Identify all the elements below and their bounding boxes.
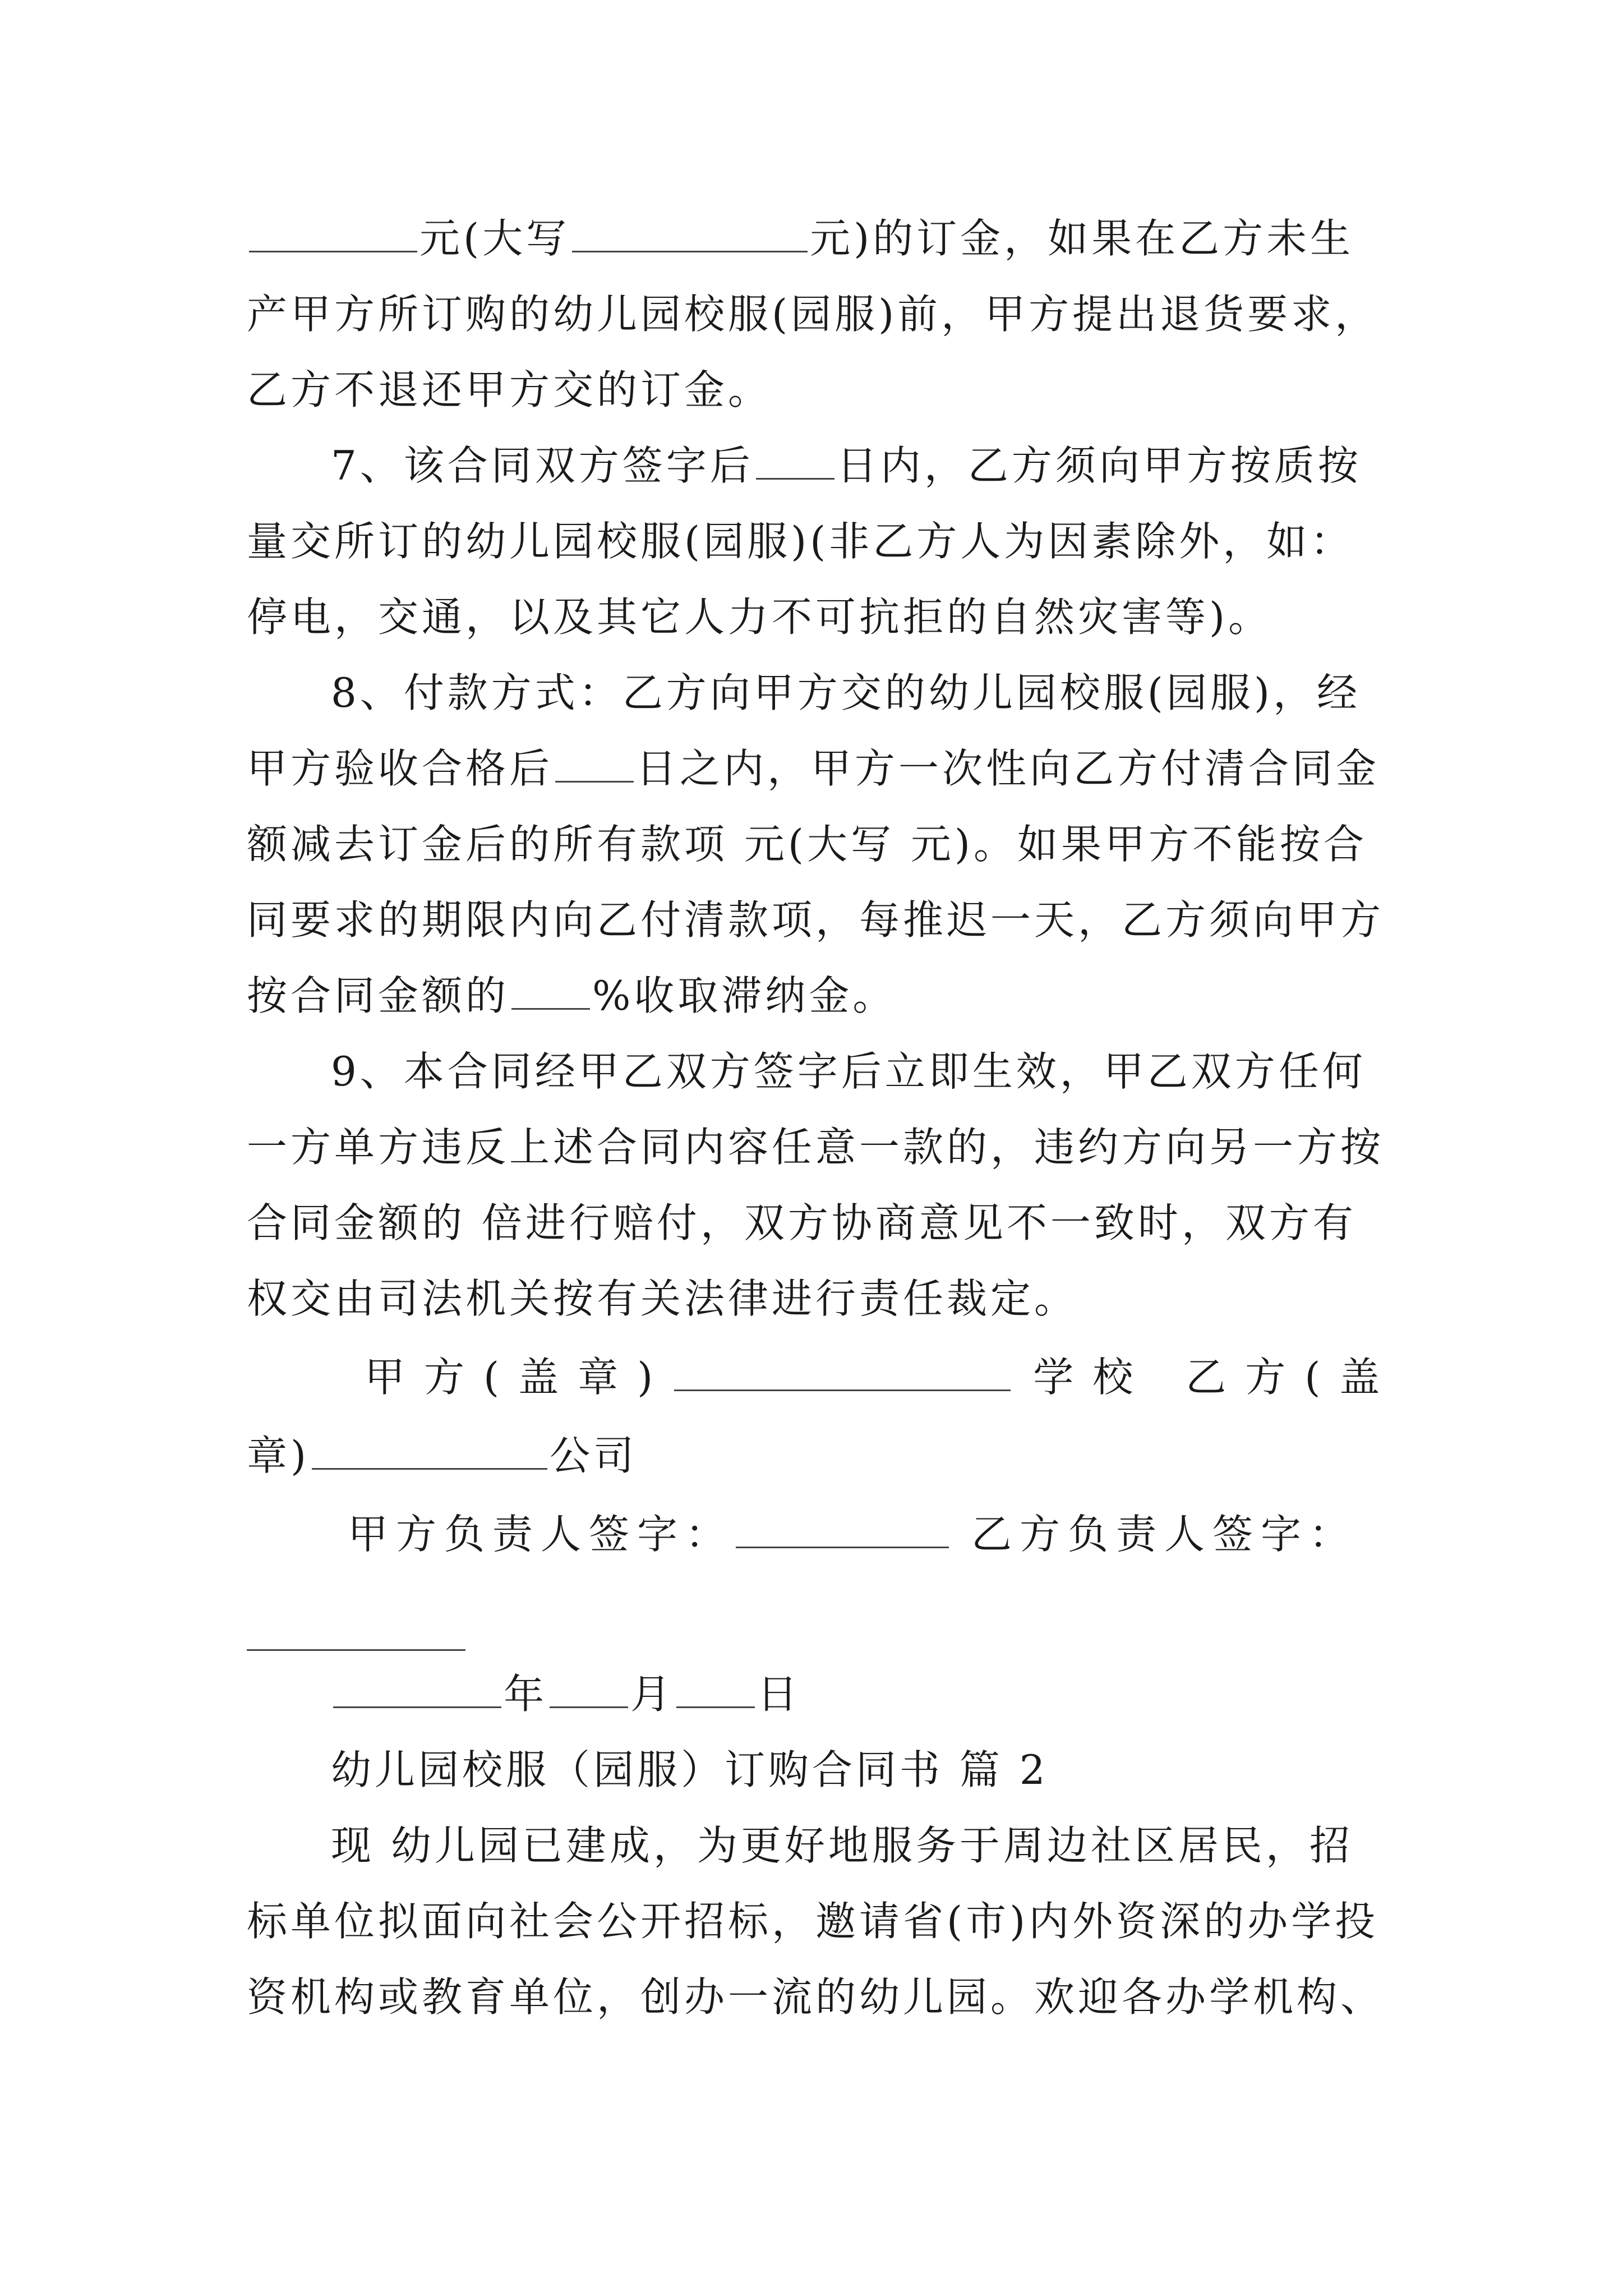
blank-month: [550, 1671, 628, 1708]
signature-persons: [348, 1506, 1391, 1562]
date-line: [331, 1666, 1391, 1722]
text-segment: 年: [504, 1671, 548, 1718]
text-line-15: 权交由司法机关按有关法律进行责任裁定。: [247, 1275, 1078, 1322]
text-line-8: [247, 740, 1391, 797]
text-segment: 学校: [1033, 1354, 1152, 1401]
text-segment: 甲方验收合格后: [247, 745, 554, 792]
text-line-7: 8、付款方式：乙方向甲方交的幼儿园校服(园服)，经: [331, 669, 1361, 716]
text-segment: 乙方(盖: [1186, 1354, 1399, 1401]
blank-party-a-signature: [736, 1511, 949, 1548]
text-segment: 按合同金额的: [247, 972, 510, 1019]
text-line-5: 量交所订的幼儿园校服(园服)(非乙方人为因素除外，如：: [247, 518, 1354, 565]
text-line-9: 额减去订金后的所有款项 元(大写 元)。如果甲方不能按合: [247, 821, 1367, 868]
text-line-11: [247, 968, 1391, 1024]
blank-percent: [511, 972, 590, 1010]
text-segment: 公司: [550, 1432, 638, 1479]
text-line-4: [331, 438, 1391, 494]
blank-school-name: [674, 1354, 1011, 1391]
text-segment: 元(大写: [419, 215, 570, 262]
text-segment: 日之内，甲方一次性向乙方付清合同金: [636, 745, 1380, 792]
text-line-22: 标单位拟面向社会公开招标，邀请省(市)内外资深的办学投: [247, 1898, 1379, 1945]
blank-days: [555, 745, 634, 783]
text-segment: 日内，乙方须向甲方按质按: [836, 442, 1362, 489]
text-line-6: 停电，交通，以及其它人力不可抗拒的自然灾害等)。: [247, 593, 1272, 641]
text-line-12: 9、本合同经甲乙双方签字后立即生效，甲乙双方任何: [331, 1048, 1366, 1095]
signature-party-a-seal: [365, 1349, 1399, 1405]
blank-year: [333, 1671, 501, 1708]
text-line-14: 合同金额的 倍进行赔付，双方协商意见不一致时，双方有: [247, 1199, 1357, 1246]
text-segment: 元)的订金，如果在乙方未生: [810, 215, 1354, 262]
text-segment: 7、该合同双方签字后: [331, 442, 754, 489]
text-segment: %收取滞纳金。: [592, 972, 897, 1019]
text-segment: 乙方负责人签字：: [971, 1511, 1358, 1558]
blank-party-b-signature: [247, 1649, 465, 1651]
blank-amount: [249, 215, 417, 252]
signature-party-b-seal: [247, 1428, 1391, 1484]
blank-amount-words: [572, 215, 808, 252]
text-line-13: 一方单方违反上述合同内容任意一款的，违约方向另一方按: [247, 1124, 1385, 1171]
text-segment: 章): [247, 1432, 310, 1479]
blank-days: [756, 442, 834, 480]
text-line-2: 产甲方所订购的幼儿园校服(园服)前，甲方提出退货要求，: [247, 291, 1379, 338]
text-segment: 甲方(盖章): [365, 1354, 672, 1401]
text-line-21: 现 幼儿园已建成，为更好地服务于周边社区居民，招: [331, 1822, 1353, 1869]
text-line-23: 资机构或教育单位，创办一流的幼儿园。欢迎各办学机构、: [247, 1973, 1385, 2021]
section-heading: 幼儿园校服（园服）订购合同书 篇 2: [331, 1746, 1049, 1793]
text-segment: 月: [630, 1671, 675, 1718]
blank-day: [676, 1671, 755, 1708]
text-segment: 甲方负责人签字：: [348, 1511, 734, 1558]
text-line-1: [247, 210, 1391, 266]
text-line-10: 同要求的期限内向乙付清款项，每推迟一天，乙方须向甲方: [247, 896, 1385, 944]
text-segment: 日: [757, 1671, 801, 1718]
blank-company-name: [312, 1432, 547, 1470]
text-line-3: 乙方不退还甲方交的订金。: [247, 366, 772, 413]
